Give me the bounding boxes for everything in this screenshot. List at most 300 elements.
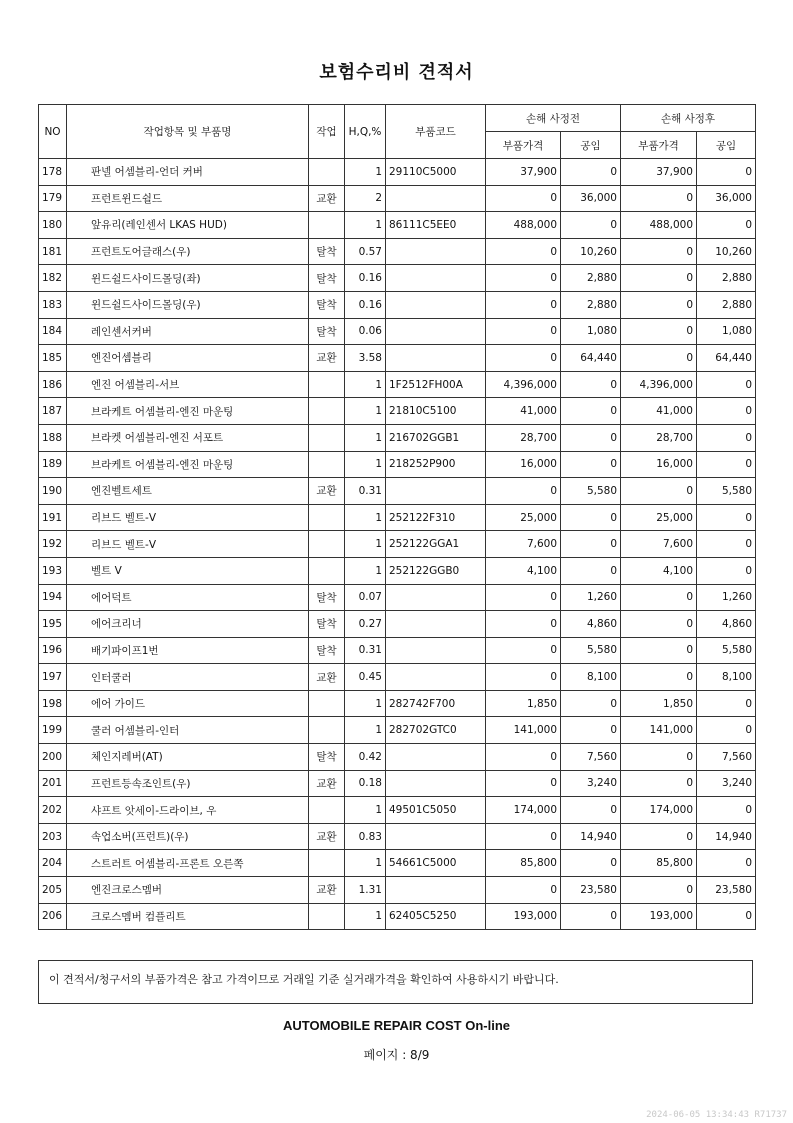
cell-hq: 0.57	[345, 238, 386, 265]
cell-item-name: 에어크리너	[67, 611, 309, 638]
cell-work	[309, 159, 345, 186]
header-work: 작업	[309, 105, 345, 159]
cell-labor-before: 4,860	[561, 611, 621, 638]
cell-item-name: 엔진 어셈블리-서브	[67, 371, 309, 398]
cell-work	[309, 371, 345, 398]
cell-work	[309, 797, 345, 824]
cell-work	[309, 850, 345, 877]
cell-price-after: 37,900	[621, 159, 697, 186]
cell-labor-after: 0	[697, 398, 756, 425]
cell-hq: 0.16	[345, 265, 386, 292]
cell-price-before: 4,100	[486, 557, 561, 584]
cell-item-name: 배기파이프1번	[67, 637, 309, 664]
table-row	[39, 903, 756, 930]
cell-labor-after: 5,580	[697, 637, 756, 664]
cell-labor-before: 0	[561, 797, 621, 824]
cell-no: 189	[39, 451, 67, 478]
header-labor-after: 공임	[697, 132, 756, 159]
cell-labor-before: 0	[561, 451, 621, 478]
cell-price-after: 0	[621, 478, 697, 505]
cell-labor-after: 0	[697, 159, 756, 186]
cell-hq: 2	[345, 185, 386, 212]
cell-no: 181	[39, 238, 67, 265]
cell-price-before: 488,000	[486, 212, 561, 239]
cell-hq: 1	[345, 903, 386, 930]
cell-price-after: 141,000	[621, 717, 697, 744]
cell-part-code: 282702GTC0	[386, 717, 486, 744]
cell-hq: 1	[345, 371, 386, 398]
cell-work: 탈착	[309, 611, 345, 638]
cell-price-after: 0	[621, 345, 697, 372]
cell-item-name: 브라케트 어셈블리-엔진 마운팅	[67, 451, 309, 478]
cell-labor-before: 1,080	[561, 318, 621, 345]
cell-work	[309, 690, 345, 717]
cell-hq: 0.06	[345, 318, 386, 345]
cell-hq: 1	[345, 531, 386, 558]
cell-part-code: 1F2512FH00A	[386, 371, 486, 398]
table-row	[39, 850, 756, 877]
cell-labor-before: 0	[561, 531, 621, 558]
table-row	[39, 478, 756, 505]
header-code: 부품코드	[386, 105, 486, 159]
cell-price-after: 85,800	[621, 850, 697, 877]
cell-no: 205	[39, 877, 67, 904]
cell-labor-before: 5,580	[561, 637, 621, 664]
cell-work: 탈착	[309, 637, 345, 664]
table-row	[39, 291, 756, 318]
cell-labor-before: 0	[561, 903, 621, 930]
table-row	[39, 265, 756, 292]
cell-item-name: 인터쿨러	[67, 664, 309, 691]
cell-work: 탈착	[309, 318, 345, 345]
cell-labor-before: 7,560	[561, 744, 621, 771]
cell-price-before: 193,000	[486, 903, 561, 930]
cell-price-before: 0	[486, 664, 561, 691]
cell-price-after: 25,000	[621, 504, 697, 531]
header-price-after: 부품가격	[621, 132, 697, 159]
cell-work	[309, 557, 345, 584]
cell-labor-before: 2,880	[561, 265, 621, 292]
cell-price-before: 0	[486, 823, 561, 850]
cell-labor-after: 7,560	[697, 744, 756, 771]
cell-hq: 1	[345, 690, 386, 717]
cell-no: 191	[39, 504, 67, 531]
table-row	[39, 584, 756, 611]
cell-item-name: 윈드쉴드사이드몰딩(우)	[67, 291, 309, 318]
cell-work: 교환	[309, 664, 345, 691]
cell-price-before: 0	[486, 744, 561, 771]
cell-no: 199	[39, 717, 67, 744]
table-row	[39, 398, 756, 425]
table-row	[39, 451, 756, 478]
cell-labor-after: 64,440	[697, 345, 756, 372]
cell-hq: 3.58	[345, 345, 386, 372]
cell-hq: 0.42	[345, 744, 386, 771]
cell-price-before: 0	[486, 291, 561, 318]
cell-labor-after: 0	[697, 371, 756, 398]
cell-labor-after: 14,940	[697, 823, 756, 850]
cell-price-after: 0	[621, 238, 697, 265]
cell-item-name: 레인센서커버	[67, 318, 309, 345]
cell-part-code: 216702GGB1	[386, 424, 486, 451]
table-row	[39, 877, 756, 904]
cell-price-after: 0	[621, 611, 697, 638]
cell-item-name: 에어 가이드	[67, 690, 309, 717]
cell-price-after: 0	[621, 185, 697, 212]
table-row	[39, 823, 756, 850]
cell-no: 184	[39, 318, 67, 345]
cell-labor-after: 36,000	[697, 185, 756, 212]
cell-no: 202	[39, 797, 67, 824]
cell-labor-before: 0	[561, 850, 621, 877]
cell-item-name: 쿨러 어셈블리-인터	[67, 717, 309, 744]
cell-no: 196	[39, 637, 67, 664]
cell-labor-before: 64,440	[561, 345, 621, 372]
cell-labor-before: 10,260	[561, 238, 621, 265]
cell-labor-before: 0	[561, 371, 621, 398]
cell-item-name: 스트러트 어셈블리-프론트 오른쪽	[67, 850, 309, 877]
header-after: 손해 사정후	[621, 105, 756, 132]
print-timestamp: 2024-06-05 13:34:43 R71737	[646, 1110, 787, 1120]
cell-no: 193	[39, 557, 67, 584]
cell-no: 204	[39, 850, 67, 877]
cell-work	[309, 903, 345, 930]
cell-price-before: 37,900	[486, 159, 561, 186]
cell-labor-before: 1,260	[561, 584, 621, 611]
cell-labor-after: 10,260	[697, 238, 756, 265]
header-before: 손해 사정전	[486, 105, 621, 132]
cell-price-after: 0	[621, 744, 697, 771]
cell-item-name: 판넬 어셈블리-언더 커버	[67, 159, 309, 186]
cell-price-after: 174,000	[621, 797, 697, 824]
table-row	[39, 159, 756, 186]
cell-no: 188	[39, 424, 67, 451]
cell-price-before: 174,000	[486, 797, 561, 824]
cell-no: 201	[39, 770, 67, 797]
cell-labor-after: 0	[697, 557, 756, 584]
cell-price-after: 0	[621, 265, 697, 292]
cell-part-code	[386, 291, 486, 318]
table-row	[39, 504, 756, 531]
cell-price-before: 41,000	[486, 398, 561, 425]
cell-part-code	[386, 478, 486, 505]
table-row	[39, 185, 756, 212]
cell-item-name: 속업소버(프런트)(우)	[67, 823, 309, 850]
cell-no: 182	[39, 265, 67, 292]
cell-work: 탈착	[309, 238, 345, 265]
cell-price-before: 0	[486, 265, 561, 292]
cell-labor-before: 23,580	[561, 877, 621, 904]
cell-price-after: 4,396,000	[621, 371, 697, 398]
cell-item-name: 프런트윈드쉴드	[67, 185, 309, 212]
cell-price-before: 7,600	[486, 531, 561, 558]
cell-work: 교환	[309, 185, 345, 212]
cell-labor-before: 8,100	[561, 664, 621, 691]
cell-work	[309, 531, 345, 558]
cell-labor-after: 0	[697, 451, 756, 478]
table-row	[39, 744, 756, 771]
cell-price-before: 0	[486, 611, 561, 638]
table-row	[39, 318, 756, 345]
cell-price-after: 0	[621, 770, 697, 797]
table-row	[39, 557, 756, 584]
cell-price-after: 0	[621, 318, 697, 345]
cell-hq: 1	[345, 424, 386, 451]
cell-no: 190	[39, 478, 67, 505]
cell-hq: 1	[345, 398, 386, 425]
cell-price-after: 1,850	[621, 690, 697, 717]
estimate-table	[38, 104, 756, 930]
cell-no: 192	[39, 531, 67, 558]
cell-price-after: 0	[621, 637, 697, 664]
cell-price-after: 0	[621, 877, 697, 904]
cell-part-code	[386, 611, 486, 638]
cell-part-code: 21810C5100	[386, 398, 486, 425]
cell-price-before: 28,700	[486, 424, 561, 451]
brand-footer: AUTOMOBILE REPAIR COST On-line	[282, 1018, 511, 1033]
cell-price-before: 0	[486, 478, 561, 505]
table-row	[39, 424, 756, 451]
cell-price-before: 25,000	[486, 504, 561, 531]
cell-labor-after: 2,880	[697, 291, 756, 318]
cell-work	[309, 398, 345, 425]
header-hq: H,Q,%	[345, 105, 386, 159]
cell-price-after: 0	[621, 584, 697, 611]
cell-work	[309, 424, 345, 451]
cell-no: 187	[39, 398, 67, 425]
table-row	[39, 238, 756, 265]
cell-work: 교환	[309, 770, 345, 797]
table-row	[39, 637, 756, 664]
cell-part-code: 282742F700	[386, 690, 486, 717]
cell-hq: 1	[345, 451, 386, 478]
table-row	[39, 717, 756, 744]
cell-hq: 0.31	[345, 637, 386, 664]
cell-no: 186	[39, 371, 67, 398]
cell-labor-after: 0	[697, 531, 756, 558]
cell-hq: 1	[345, 504, 386, 531]
cell-item-name: 벨트 V	[67, 557, 309, 584]
cell-hq: 1	[345, 557, 386, 584]
cell-price-after: 0	[621, 291, 697, 318]
cell-labor-after: 0	[697, 212, 756, 239]
cell-labor-after: 0	[697, 504, 756, 531]
cell-price-after: 4,100	[621, 557, 697, 584]
cell-price-before: 0	[486, 318, 561, 345]
cell-price-before: 0	[486, 637, 561, 664]
cell-price-before: 0	[486, 185, 561, 212]
cell-no: 195	[39, 611, 67, 638]
cell-part-code	[386, 265, 486, 292]
cell-price-after: 0	[621, 664, 697, 691]
header-no: NO	[39, 105, 67, 159]
cell-item-name: 크로스멤버 컴플리트	[67, 903, 309, 930]
cell-no: 180	[39, 212, 67, 239]
table-row	[39, 797, 756, 824]
cell-part-code	[386, 823, 486, 850]
cell-no: 200	[39, 744, 67, 771]
cell-no: 194	[39, 584, 67, 611]
header-labor-before: 공임	[561, 132, 621, 159]
header-price-before: 부품가격	[486, 132, 561, 159]
cell-hq: 1	[345, 212, 386, 239]
cell-labor-after: 8,100	[697, 664, 756, 691]
cell-labor-before: 3,240	[561, 770, 621, 797]
cell-labor-after: 0	[697, 424, 756, 451]
cell-hq: 1	[345, 159, 386, 186]
cell-price-before: 4,396,000	[486, 371, 561, 398]
cell-no: 203	[39, 823, 67, 850]
cell-labor-after: 23,580	[697, 877, 756, 904]
cell-labor-before: 0	[561, 557, 621, 584]
cell-labor-after: 0	[697, 850, 756, 877]
cell-no: 185	[39, 345, 67, 372]
page-number: 페이지 : 8/9	[363, 1048, 430, 1062]
cell-item-name: 리브드 벨트-V	[67, 504, 309, 531]
cell-item-name: 엔진크로스멤버	[67, 877, 309, 904]
estimate-rows	[39, 159, 756, 930]
cell-hq: 0.16	[345, 291, 386, 318]
cell-labor-after: 1,080	[697, 318, 756, 345]
cell-labor-before: 0	[561, 690, 621, 717]
cell-price-after: 0	[621, 823, 697, 850]
cell-item-name: 체인지레버(AT)	[67, 744, 309, 771]
cell-labor-before: 0	[561, 159, 621, 186]
cell-hq: 1	[345, 717, 386, 744]
cell-part-code	[386, 185, 486, 212]
header-item: 작업항목 및 부품명	[67, 105, 309, 159]
cell-item-name: 브라켓 어셈블리-엔진 서포트	[67, 424, 309, 451]
cell-part-code	[386, 770, 486, 797]
cell-item-name: 리브드 벨트-V	[67, 531, 309, 558]
cell-price-after: 193,000	[621, 903, 697, 930]
cell-labor-before: 2,880	[561, 291, 621, 318]
cell-work: 탈착	[309, 265, 345, 292]
cell-price-after: 16,000	[621, 451, 697, 478]
cell-price-before: 0	[486, 877, 561, 904]
cell-price-after: 28,700	[621, 424, 697, 451]
cell-part-code	[386, 637, 486, 664]
cell-labor-after: 0	[697, 690, 756, 717]
cell-price-before: 0	[486, 345, 561, 372]
cell-no: 183	[39, 291, 67, 318]
cell-item-name: 프런트등속조인트(우)	[67, 770, 309, 797]
cell-no: 198	[39, 690, 67, 717]
cell-hq: 0.18	[345, 770, 386, 797]
cell-price-before: 16,000	[486, 451, 561, 478]
cell-item-name: 엔진벨트세트	[67, 478, 309, 505]
cell-price-after: 488,000	[621, 212, 697, 239]
cell-price-before: 85,800	[486, 850, 561, 877]
cell-hq: 1.31	[345, 877, 386, 904]
disclaimer-note: 이 견적서/청구서의 부품가격은 참고 가격이므로 거래일 기준 실거래가격을 확인하여 사용하시기 바랍니다.	[38, 960, 753, 1004]
cell-part-code	[386, 345, 486, 372]
cell-part-code	[386, 318, 486, 345]
cell-item-name: 프런트도어글래스(우)	[67, 238, 309, 265]
cell-part-code	[386, 744, 486, 771]
cell-work	[309, 504, 345, 531]
cell-part-code: 252122GGA1	[386, 531, 486, 558]
table-row	[39, 371, 756, 398]
cell-no: 178	[39, 159, 67, 186]
cell-labor-after: 4,860	[697, 611, 756, 638]
cell-part-code: 252122GGB0	[386, 557, 486, 584]
table-row	[39, 531, 756, 558]
cell-work: 교환	[309, 823, 345, 850]
cell-labor-before: 0	[561, 398, 621, 425]
cell-no: 179	[39, 185, 67, 212]
cell-labor-after: 2,880	[697, 265, 756, 292]
document-title: 보험수리비 견적서	[319, 62, 474, 83]
cell-item-name: 샤프트 앗세이-드라이브, 우	[67, 797, 309, 824]
cell-work	[309, 212, 345, 239]
cell-item-name: 앞유리(레인센서 LKAS HUD)	[67, 212, 309, 239]
cell-labor-before: 36,000	[561, 185, 621, 212]
table-row	[39, 345, 756, 372]
cell-labor-before: 14,940	[561, 823, 621, 850]
cell-price-after: 7,600	[621, 531, 697, 558]
cell-hq: 0.45	[345, 664, 386, 691]
cell-part-code: 54661C5000	[386, 850, 486, 877]
cell-part-code: 86111C5EE0	[386, 212, 486, 239]
cell-work: 교환	[309, 345, 345, 372]
cell-labor-after: 0	[697, 797, 756, 824]
cell-price-after: 41,000	[621, 398, 697, 425]
cell-part-code: 29110C5000	[386, 159, 486, 186]
cell-labor-before: 0	[561, 504, 621, 531]
cell-labor-after: 0	[697, 717, 756, 744]
cell-work	[309, 717, 345, 744]
cell-item-name: 에어덕트	[67, 584, 309, 611]
cell-labor-before: 0	[561, 424, 621, 451]
cell-part-code: 49501C5050	[386, 797, 486, 824]
cell-hq: 0.07	[345, 584, 386, 611]
cell-part-code: 252122F310	[386, 504, 486, 531]
cell-labor-after: 1,260	[697, 584, 756, 611]
cell-part-code	[386, 664, 486, 691]
cell-hq: 0.31	[345, 478, 386, 505]
table-row	[39, 690, 756, 717]
cell-item-name: 윈드쉴드사이드몰딩(좌)	[67, 265, 309, 292]
cell-price-before: 0	[486, 238, 561, 265]
cell-part-code	[386, 238, 486, 265]
cell-hq: 0.83	[345, 823, 386, 850]
table-row	[39, 770, 756, 797]
cell-no: 197	[39, 664, 67, 691]
cell-price-before: 0	[486, 584, 561, 611]
cell-work: 교환	[309, 478, 345, 505]
cell-labor-after: 0	[697, 903, 756, 930]
cell-labor-before: 5,580	[561, 478, 621, 505]
cell-hq: 0.27	[345, 611, 386, 638]
cell-item-name: 브라케트 어셈블리-엔진 마운팅	[67, 398, 309, 425]
cell-work: 탈착	[309, 584, 345, 611]
cell-labor-before: 0	[561, 717, 621, 744]
cell-price-before: 0	[486, 770, 561, 797]
cell-hq: 1	[345, 850, 386, 877]
cell-work: 교환	[309, 877, 345, 904]
cell-price-before: 141,000	[486, 717, 561, 744]
table-row	[39, 212, 756, 239]
cell-part-code: 218252P900	[386, 451, 486, 478]
cell-labor-before: 0	[561, 212, 621, 239]
cell-no: 206	[39, 903, 67, 930]
cell-work: 탈착	[309, 744, 345, 771]
cell-part-code	[386, 584, 486, 611]
cell-part-code	[386, 877, 486, 904]
cell-work: 탈착	[309, 291, 345, 318]
table-row	[39, 664, 756, 691]
